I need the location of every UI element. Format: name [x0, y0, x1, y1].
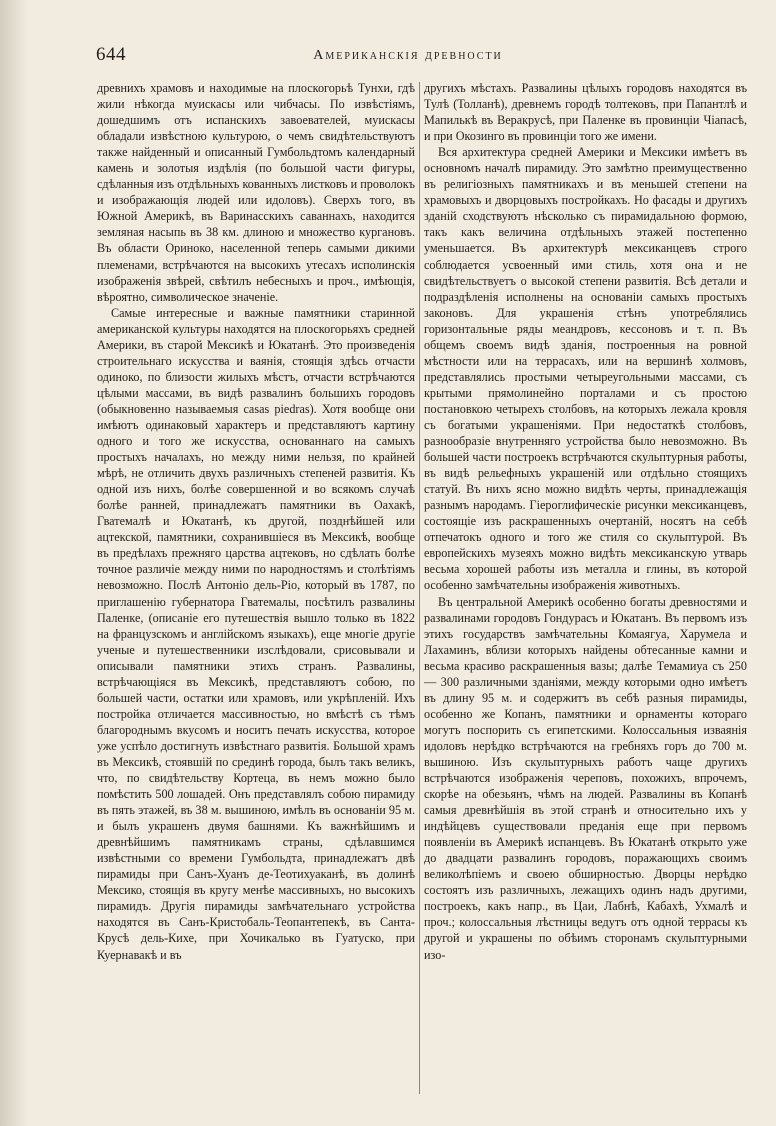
running-title: Американскія древности — [313, 48, 503, 63]
paragraph: Въ центральной Америкѣ особенно богаты древностями и развалинами городовъ Гондурасъ и Юкатанъ. Въ первомъ изъ этихъ государствъ замѣчательны Комаягуа, Харумела и Лахаминъ, вблизи которыхъ найдены обтесанные камни и весьма красиво раскрашенныя вазы; далѣе Темамиуа съ 250 — 300 различными зданіями, между которыми одно имѣетъ въ длину 95 м. и содержитъ въ себѣ разныя пирамиды, особенно же Копанъ, памятники и орнаменты котораго могутъ поспорить съ египетскими. Колоссальныя изваянія идоловъ нерѣдко встрѣчаются на гребняхъ горъ до 700 м. вышиною. Изъ скульптурныхъ работъ чаще другихъ встрѣчаются изображенія череповъ, похожихъ, впрочемъ, скорѣе на обезьянъ, чѣмъ на людей. Развалины въ Копанѣ самыя древнѣйшія въ этой странѣ и относительно ихъ у индѣйцевъ существовали преданія еще при первомъ появленіи въ Америкѣ испанцевъ. Въ Юкатанѣ открыто уже до двадцати развалинъ городовъ, поражающихъ своимъ великолѣпіемъ и своею обширностью. Дворцы нерѣдко состоятъ изъ различныхъ, лежащихъ одинъ надъ другими, построекъ, какъ напр., въ Цаи, Лабнѣ, Кабахѣ, Ухмалѣ и проч.; колоссальныя лѣстницы ведутъ отъ одной террасы къ другой и украшены по обѣимъ сторонамъ скульптурными изо- — [424, 594, 747, 962]
right-column — [424, 80, 747, 1100]
left-column — [97, 80, 415, 1100]
paragraph: Вся архитектура средней Америки и Мексики имѣетъ въ основномъ началѣ пирамиду. Это замѣтно преимущественно въ религіозныхъ памятникахъ и въ меньшей степени на храмовыхъ и дворцовыхъ постройкахъ. Но фасады и другихъ зданій сходствуютъ нѣсколько съ пирамидальною формою, такъ какъ величина отдѣльныхъ этажей постепенно уменьшается. Въ архитектурѣ мексиканцевъ строго соблюдается усвоенный ими стиль, хотя она и не свидѣтельствуетъ о высокой степени развитія. Всѣ детали и подраздѣленія исполнены на основаніи самыхъ простыхъ законовъ. Для украшенія стѣнъ употреблялись горизонтальные ряды меандровъ, кессоновъ и т. п. Въ общемъ своемъ видѣ зданія, построенныя на ровной мѣстности или на террасахъ, или на вершинѣ холмовъ, представлялись простыми четыреугольными массами, съ крытыми прямолинейно порталами и съ простою постановкою четырехъ столбовъ, на которыхъ лежала кровля съ богатыми украшеніями. При недостаткѣ столбовъ, разнообразіе внутренняго устройства было невозможно. Въ большей части построекъ встрѣчаются скульптурныя работы, въ видѣ рельефныхъ украшеній или отдѣльно стоящихъ статуй. Въ нихъ ясно можно видѣть черты, принадлежащія разнымъ народамъ. Гіероглифическіе рисунки мексиканцевъ, состоящіе изъ раскрашенныхъ очертаній, носятъ на себѣ отпечатокъ одного и того же стиля со скульптурой. Въ европейскихъ музеяхъ можно видѣть мексиканскую утварь весьма хорошей работы изъ металла и глины, въ которой особенно замѣчательны изображенія животныхъ. — [424, 145, 747, 593]
paragraph: другихъ мѣстахъ. Развалины цѣлыхъ городовъ находятся въ Тулѣ (Толланѣ), древнемъ городѣ толтековъ, при Папантлѣ и Мапилькѣ въ Веракрусѣ, при Паленке въ провинціи Чіапасѣ, и при Окозинго въ провинціи того же имени. — [424, 81, 747, 144]
page-number: 644 — [96, 44, 126, 65]
paragraph: древнихъ храмовъ и находимые на плоскогорьѣ Тунхи, гдѣ жили нѣкогда муискасы или чибчасы. По извѣстіямъ, дошедшимъ отъ испанскихъ завоевателей, муискасы обладали извѣстною культурою, о чемъ свидѣтельствуютъ также найденный и описанный Гумбольдтомъ календарный камень и золотыя издѣлія (по большой части фигуры, сдѣланныя изъ отдѣльныхъ кованныхъ листковъ и проволокъ и изображающія людей или идоловъ). Сверхъ того, въ Южной Америкѣ, въ Варинасскихъ саваннахъ, находится земляная насыпь въ 38 км. длиною и множество кургановъ. Въ области Ориноко, населенной теперь самыми дикими племенами, встрѣчаются на высокихъ утесахъ исполинскія изображенія звѣрей, свѣтилъ небесныхъ и проч., имѣющія, вѣроятно, символическое значеніе. — [97, 81, 415, 304]
binding-shadow — [0, 0, 28, 1126]
paragraph: Самые интересные и важные памятники старинной американской культуры находятся на плоскогорьяхъ средней Америки, въ старой Мексикѣ и Юкатанѣ. Это произведенія строительнаго искусства и ваянія, стоящія здѣсь отчасти одиноко, по близости жилыхъ мѣстъ, отчасти встрѣчаются цѣлыми массами, въ видѣ развалинъ большихъ городовъ (обыкновенно называемыя casas piedras). Хотя вообще они имѣютъ одинаковый характеръ и представляютъ картину одного и того же искусства, основаннаго на самыхъ простыхъ началахъ, но между ними нельзя, по крайней мѣрѣ, не отличить двухъ различныхъ степеней развитія. Къ одной изъ нихъ, болѣе совершенной и во всякомъ случаѣ болѣе ранней, принадлежатъ памятники въ Оахакѣ, Гватемалѣ и Юкатанѣ, къ другой, позднѣйшей или ацтекской, памятники, сохранившіеся въ Мексикѣ, вообще въ предѣлахъ прежняго царства ацтековъ, но сдѣлать болѣе точное различіе между ними по народностямъ и столѣтіямъ невозможно. Послѣ Антоніо дель-Ріо, который въ 1787, по приглашенію губернатора Гватемалы, посѣтилъ развалины Паленке, (описаніе его путешествія вышло только въ 1822 на французскомъ и англійскомъ языкахъ), еще многіе другіе ученые и путешественники изслѣдовали, срисовывали и описывали памятники этихъ странъ. Развалины, встрѣчающіяся въ Мексикѣ, представляютъ собою, по большей части, остатки или храмовъ, или укрѣпленій. Ихъ постройка отличается массивностью, но вмѣстѣ съ тѣмъ благороднымъ вкусомъ и носитъ печать искусства, которое уже успѣло достигнуть извѣстнаго развитія. Большой храмъ въ Мексикѣ, стоявшій по срединѣ города, былъ такъ великъ, что, по свидѣтельству Кортеца, въ немъ можно было помѣстить 500 лошадей. Онъ представлялъ собою пирамиду въ пять этажей, въ 38 м. вышиною, имѣлъ въ основаніи 95 м. и былъ украшенъ двумя башнями. Къ важнѣйшимъ и древнѣйшимъ памятникамъ страны, сдѣлавшимся извѣстными со времени Гумбольдта, принадлежатъ двѣ пирамиды при Санъ-Хуанъ де-Теотихуаканѣ, въ долинѣ Мексико, стоящія въ кругу менѣе массивныхъ, но высокихъ пирамидъ. Другія пирамиды замѣчательнаго устройства находятся въ Санъ-Кристобаль-Теопантепекѣ, въ Санта-Крусѣ дель-Кихе, при Хочикалько въ Гуатуско, при Куернавакѣ и въ — [97, 305, 415, 962]
column-divider — [419, 82, 420, 1094]
